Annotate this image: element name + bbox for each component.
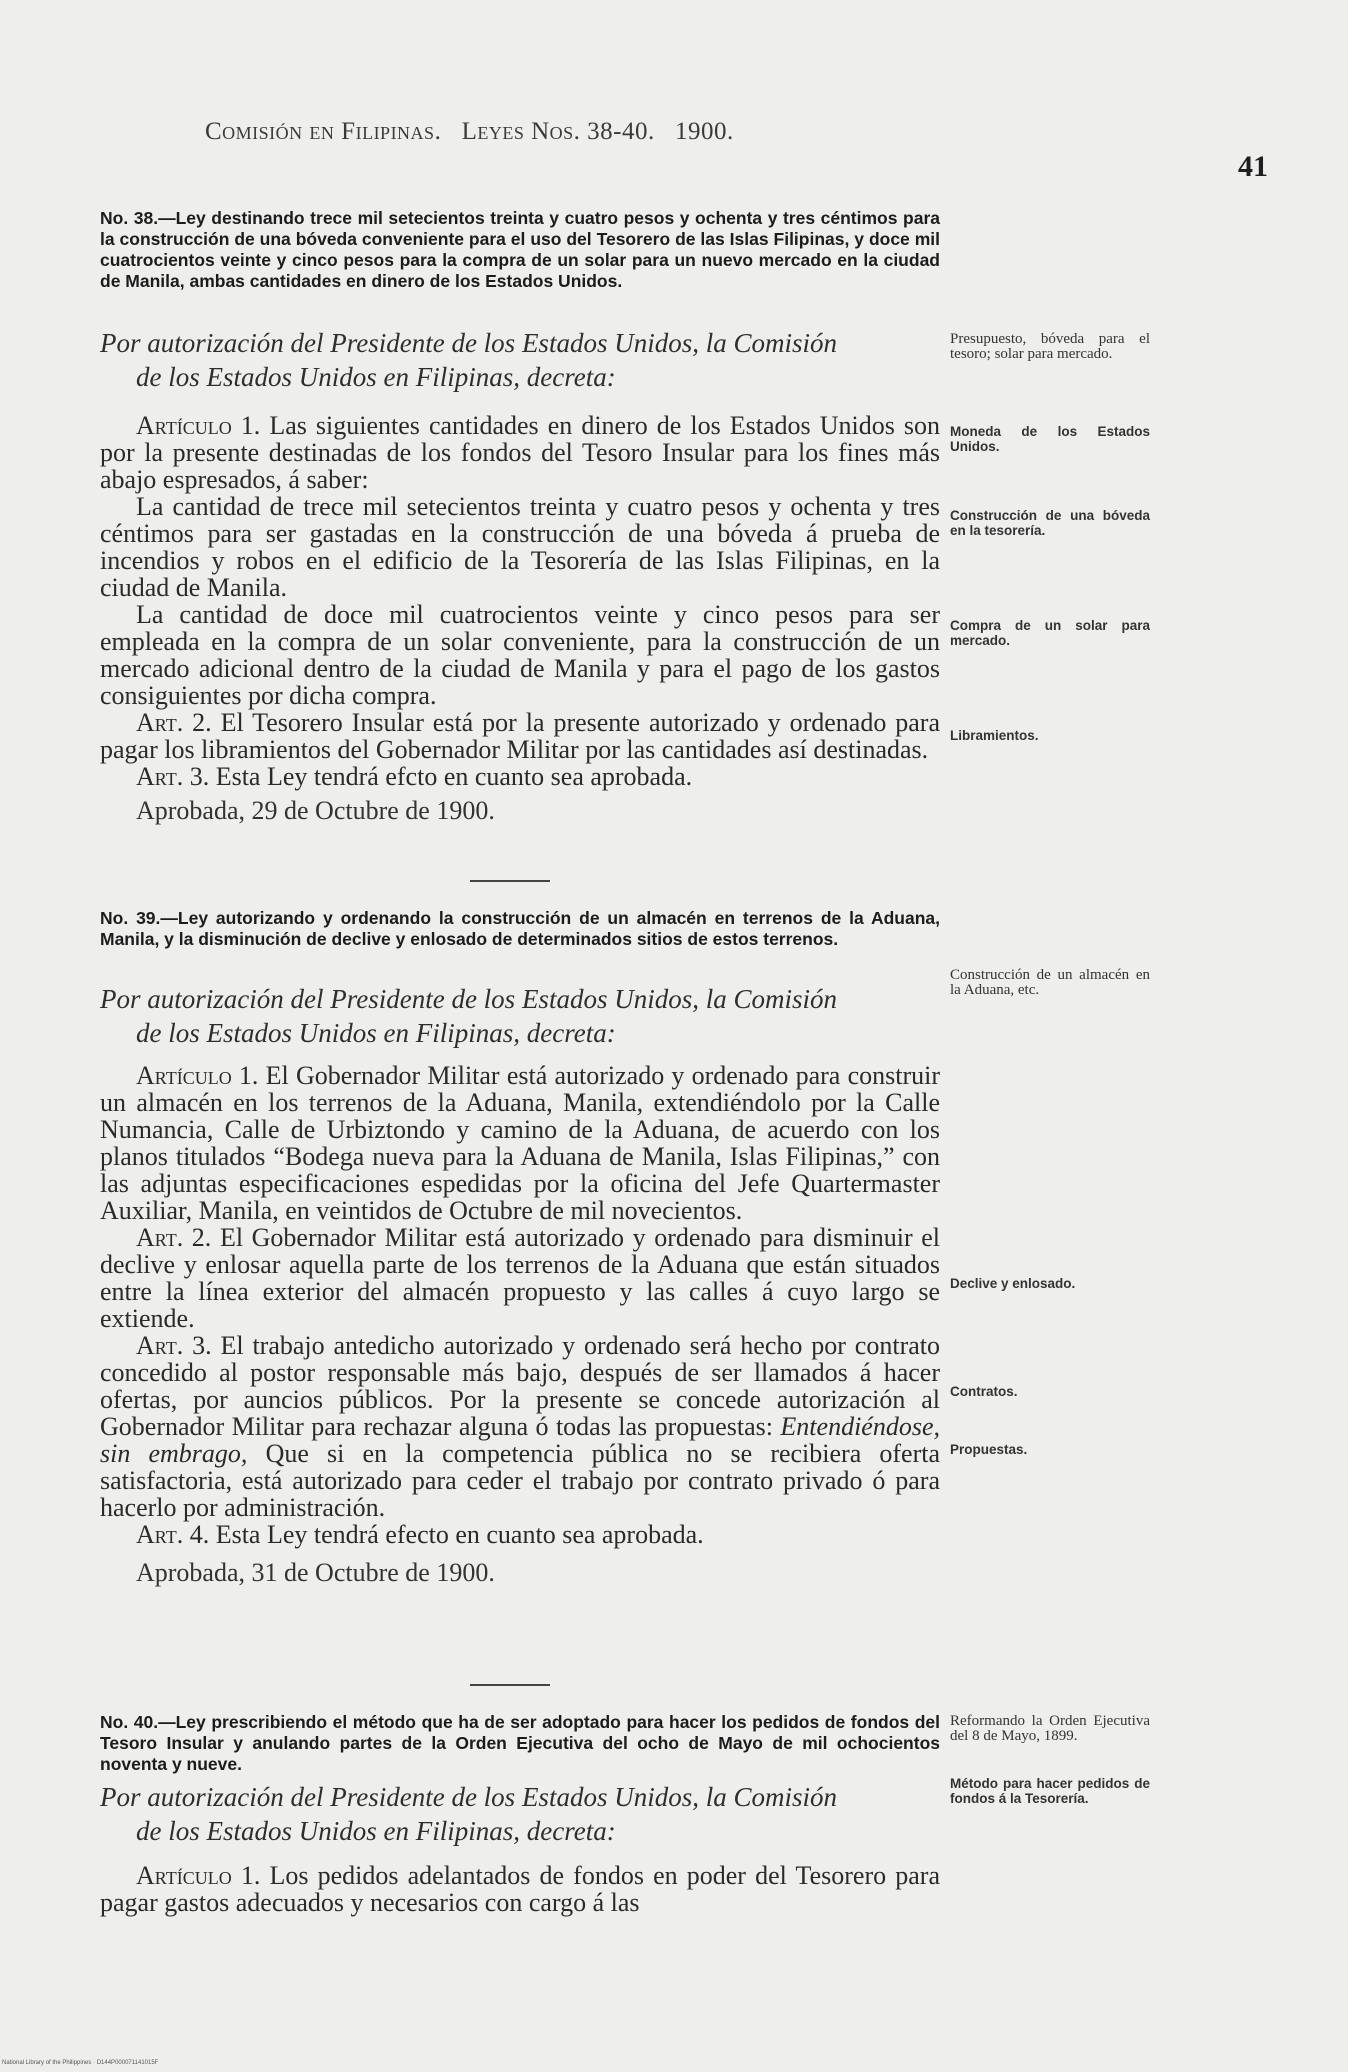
margin-note-executive-order: Reformando la Orden Ejecutiva del 8 de Mayo, 1899. [950, 1713, 1150, 1744]
law-39-preamble: Por autorización del Presidente de los Estados Unidos, la Comisión de los Estados Unidos en Filipinas, decreta: [100, 984, 837, 1048]
margin-note-proposals: Propuestas. [950, 1442, 1028, 1457]
law-39-approved: Aprobada, 31 de Octubre de 1900. [136, 1558, 495, 1587]
header-laws: Leyes Nos. 38-40. [461, 118, 655, 145]
margin-note-grading: Declive y enlosado. [950, 1276, 1076, 1291]
law-40-articles [100, 1862, 940, 1916]
page-number: 41 [1238, 150, 1268, 183]
margin-note-vault: Construcción de una bóveda en la tesorería. [950, 508, 1150, 538]
law-38-articles [100, 412, 940, 826]
law-39-articles [100, 1062, 940, 1588]
law-39-article-3: Art. 3. El trabajo antedicho autorizado y ordenado será hecho por contrato concedido al postor responsable más bajo, después de ser llamados á hacer ofertas, por auncios públicos. Por la presente se concede autorización al Gobernador Militar para rechazar alguna ó todas las propuestas: Entendiéndose, sin embrago, Que si en la competencia pública no se recibiera oferta satisfactoria, está autorizado para ceder el trabajo por contrato privado ó para hacerlo por administración. [100, 1331, 941, 1522]
margin-note-method: Método para hacer pedidos de fondos á la Tesorería. [950, 1776, 1150, 1806]
law-38-intro: No. 38.—Ley destinando trece mil setecientos treinta y cuatro pesos y ochenta y tres céntimos para la construcción de una bóveda conveniente para el uso del Tesorero de las Islas Filipinas, y doce mil cuatrocientos veinte y cinco pesos para la compra de un solar para un nuevo mercado en la ciudad de Manila, ambas cantidades en dinero de los Estados Unidos. [100, 208, 940, 291]
margin-note-warehouse: Construcción de un almacén en la Aduana, etc. [950, 967, 1150, 998]
margin-note-market: Compra de un solar para mercado. [950, 618, 1150, 648]
margin-note-currency: Moneda de los Estados Unidos. [950, 424, 1150, 454]
margin-note-contracts: Contratos. [950, 1384, 1018, 1399]
law-38-paragraph-market: La cantidad de doce mil cuatrocientos veinte y cinco pesos para ser empleada en la compra de un solar conveniente, para la construcción de un mercado adicional dentro de la ciudad de Manila y para el pago de los gastos consiguientes por dicha compra. [100, 600, 940, 710]
law-40-article-1: Artículo 1. Los pedidos adelantados de fondos en poder del Tesorero para pagar gastos adecuados y necesarios con cargo á las [100, 1861, 940, 1917]
law-38-article-3: Art. 3. Esta Ley tendrá efcto en cuanto sea aprobada. [136, 762, 693, 791]
law-39-intro: No. 39.—Ley autorizando y ordenando la construcción de un almacén en terrenos de la Aduana, Manila, y la disminución de declive y enlosado de determinados sitios de estos terrenos. [100, 908, 940, 949]
header-year: 1900. [675, 118, 734, 145]
section-divider [470, 1684, 550, 1686]
law-38-paragraph-vault: La cantidad de trece mil setecientos treinta y cuatro pesos y ochenta y tres céntimos para ser gastadas en la construcción de una bóveda á prueba de incendios y robos en el edificio de la Tesorería de las Islas Filipinas, en la ciudad de Manila. [100, 492, 940, 602]
law-40-preamble: Por autorización del Presidente de los Estados Unidos, la Comisión de los Estados Unidos en Filipinas, decreta: [100, 1782, 837, 1846]
margin-note-budget: Presupuesto, bóveda para el tesoro; solar para mercado. [950, 331, 1150, 362]
law-38-approved: Aprobada, 29 de Octubre de 1900. [136, 796, 495, 825]
law-38-article-2: Art. 2. El Tesorero Insular está por la presente autorizado y ordenado para pagar los libramientos del Gobernador Militar por las cantidades así destinadas. [100, 708, 940, 764]
header-commission: Comisión en Filipinas. [205, 118, 442, 145]
law-38-article-1: Artículo 1. Las siguientes cantidades en dinero de los Estados Unidos son por la presente destinadas de los fondos del Tesoro Insular para los fines más abajo espresados, á saber: [100, 411, 941, 494]
law-39-article-4: Art. 4. Esta Ley tendrá efecto en cuanto sea aprobada. [136, 1520, 704, 1549]
law-38-preamble: Por autorización del Presidente de los Estados Unidos, la Comisión de los Estados Unidos en Filipinas, decreta: [100, 328, 837, 392]
section-divider [470, 880, 550, 882]
law-40-intro: No. 40.—Ley prescribiendo el método que ha de ser adoptado para hacer los pedidos de fondos del Tesoro Insular y anulando partes de la Orden Ejecutiva del ocho de Mayo de mil ochocientos noventa y nueve. [100, 1712, 940, 1774]
running-header [205, 118, 734, 146]
scan-footer: National Library of the Philippines · D144P000071141015F [2, 2060, 159, 2066]
margin-note-warrants: Libramientos. [950, 728, 1039, 743]
law-39-article-2: Art. 2. El Gobernador Militar está autorizado y ordenado para disminuir el declive y enlosar aquella parte de los terrenos de la Aduana que están situados entre la línea exterior del almacén propuesto y las calles á cuyo largo se extiende. [100, 1223, 940, 1333]
law-39-article-1: Artículo 1. El Gobernador Militar está autorizado y ordenado para construir un almacén en los terrenos de la Aduana, Manila, extendiéndolo por la Calle Numancia, Calle de Urbiztondo y camino de la Aduana, de acuerdo con los planos titulados “Bodega nueva para la Aduana de Manila, Islas Filipinas,” con las adjuntas especificaciones espedidas por la oficina del Jefe Quartermaster Auxiliar, Manila, en veintidos de Octubre de mil novecientos. [100, 1061, 940, 1225]
